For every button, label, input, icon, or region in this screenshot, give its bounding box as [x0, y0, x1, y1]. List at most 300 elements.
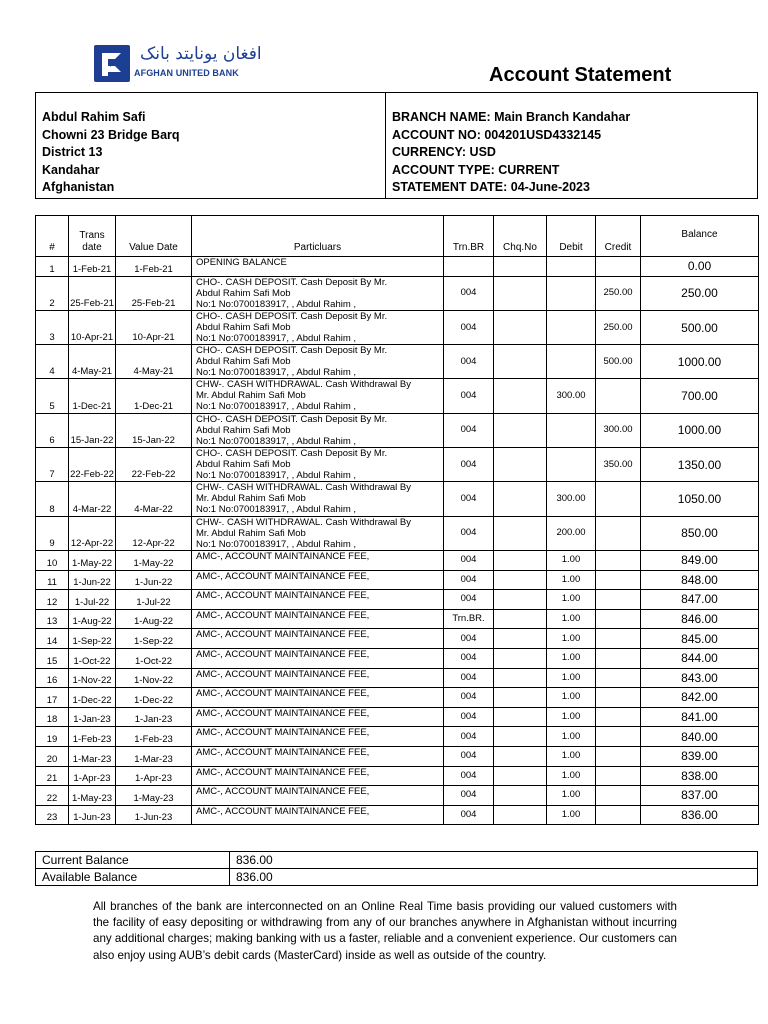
balance-amount: 0.00: [641, 257, 759, 277]
row-number: 17: [36, 688, 69, 708]
table-row: [36, 413, 759, 447]
credit-amount: 300.00: [596, 413, 641, 447]
table-row: [36, 727, 759, 747]
trn-branch: 004: [444, 786, 494, 806]
credit-amount: [596, 727, 641, 747]
trn-branch: 004: [444, 413, 494, 447]
col-header-chq-no: Chq.No: [494, 216, 547, 257]
available-balance-label: Available Balance: [36, 869, 230, 886]
credit-amount: [596, 746, 641, 766]
trn-branch: 004: [444, 668, 494, 688]
row-number: 5: [36, 379, 69, 413]
statement-date: STATEMENT DATE: 04-June-2023: [392, 180, 590, 195]
cheque-number: [494, 516, 547, 550]
particulars-line: CHO-. CASH DEPOSIT. Cash Deposit By Mr.: [196, 413, 388, 425]
credit-amount: [596, 629, 641, 649]
value-date: 1-Jun-23: [116, 805, 192, 825]
particulars: [192, 688, 444, 708]
credit-amount: 350.00: [596, 448, 641, 482]
value-date: 1-Feb-23: [116, 727, 192, 747]
balance-amount: 840.00: [641, 727, 759, 747]
value-date: 1-Jan-23: [116, 707, 192, 727]
value-date: 1-Jul-22: [116, 590, 192, 610]
row-number: 23: [36, 805, 69, 825]
trn-branch: 004: [444, 482, 494, 516]
col-header-balance: Balance: [641, 216, 759, 257]
trn-branch: 004: [444, 550, 494, 570]
trn-branch: 004: [444, 707, 494, 727]
particulars: [192, 648, 444, 668]
trn-branch: 004: [444, 805, 494, 825]
balance-amount: 847.00: [641, 590, 759, 610]
cheque-number: [494, 276, 547, 310]
particulars: [192, 276, 444, 310]
footer-note: All branches of the bank are interconnected on an Online Real Time basis providing our valued customers with the facility of easy depositing or withdrawing from any of our branches anywhere in Afghanistan without incurring any additional charges; making banking with us a faster, reliable and a convenient experience. Our customers can also enjoy using AUB’s debit cards (MasterCard) inside as well as outside of the country.: [93, 900, 677, 962]
trn-branch: 004: [444, 766, 494, 786]
table-row: [36, 482, 759, 516]
debit-amount: 1.00: [547, 629, 596, 649]
value-date: 1-May-22: [116, 550, 192, 570]
particulars-line: No:1 No:0700183917, , Abdul Rahim ,: [196, 470, 357, 482]
particulars-line: No:1 No:0700183917, , Abdul Rahim ,: [196, 298, 357, 310]
credit-amount: [596, 257, 641, 277]
row-number: 14: [36, 629, 69, 649]
particulars-line: AMC-, ACCOUNT MAINTAINANCE FEE,: [196, 570, 370, 582]
particulars-line: AMC-, ACCOUNT MAINTAINANCE FEE,: [196, 766, 370, 778]
trans-date: 1-Apr-23: [69, 766, 116, 786]
address-country: Afghanistan: [42, 180, 115, 195]
trn-branch: 004: [444, 310, 494, 344]
particulars-line: Abdul Rahim Safi Mob: [196, 287, 291, 299]
value-date: 1-Dec-21: [116, 379, 192, 413]
trans-date: 25-Feb-21: [69, 276, 116, 310]
debit-amount: [547, 276, 596, 310]
debit-amount: 300.00: [547, 482, 596, 516]
particulars: [192, 590, 444, 610]
row-number: 6: [36, 413, 69, 447]
balance-amount: 849.00: [641, 550, 759, 570]
particulars: [192, 786, 444, 806]
row-number: 12: [36, 590, 69, 610]
debit-amount: [547, 310, 596, 344]
particulars-line: AMC-, ACCOUNT MAINTAINANCE FEE,: [196, 707, 370, 719]
debit-amount: 1.00: [547, 590, 596, 610]
particulars-line: Abdul Rahim Safi Mob: [196, 459, 291, 471]
row-number: 10: [36, 550, 69, 570]
trans-date: 4-May-21: [69, 345, 116, 379]
debit-amount: 300.00: [547, 379, 596, 413]
value-date: 10-Apr-21: [116, 310, 192, 344]
cheque-number: [494, 707, 547, 727]
balance-amount: 846.00: [641, 609, 759, 629]
particulars-line: AMC-, ACCOUNT MAINTAINANCE FEE,: [196, 590, 370, 602]
current-balance-label: Current Balance: [36, 852, 230, 869]
trn-branch: 004: [444, 345, 494, 379]
value-date: 15-Jan-22: [116, 413, 192, 447]
particulars-line: Mr. Abdul Rahim Safi Mob: [196, 390, 306, 402]
particulars-line: Abdul Rahim Safi Mob: [196, 321, 291, 333]
balance-amount: 842.00: [641, 688, 759, 708]
cheque-number: [494, 746, 547, 766]
debit-amount: 1.00: [547, 550, 596, 570]
customer-name: Abdul Rahim Safi: [42, 110, 146, 124]
value-date: 1-Feb-21: [116, 257, 192, 277]
transactions-table: [35, 215, 759, 825]
address-city: Kandahar: [42, 162, 100, 177]
particulars-line: CHO-. CASH DEPOSIT. Cash Deposit By Mr.: [196, 276, 388, 288]
particulars: [192, 727, 444, 747]
trans-date: 22-Feb-22: [69, 448, 116, 482]
cheque-number: [494, 345, 547, 379]
row-number: 15: [36, 648, 69, 668]
debit-amount: 1.00: [547, 805, 596, 825]
particulars: [192, 746, 444, 766]
debit-amount: [547, 413, 596, 447]
particulars-line: AMC-, ACCOUNT MAINTAINANCE FEE,: [196, 786, 370, 798]
table-row: [36, 570, 759, 590]
particulars-line: AMC-, ACCOUNT MAINTAINANCE FEE,: [196, 668, 370, 680]
particulars: [192, 707, 444, 727]
account-number: ACCOUNT NO: 004201USD4332145: [392, 127, 602, 142]
trn-branch: [444, 257, 494, 277]
particulars: [192, 448, 444, 482]
credit-amount: [596, 786, 641, 806]
table-row: [36, 629, 759, 649]
balance-amount: 850.00: [641, 516, 759, 550]
trans-date: 1-Jan-23: [69, 707, 116, 727]
current-balance-value: 836.00: [230, 852, 758, 869]
particulars-line: CHO-. CASH DEPOSIT. Cash Deposit By Mr.: [196, 310, 388, 322]
trn-branch: 004: [444, 448, 494, 482]
trans-date: 1-Nov-22: [69, 668, 116, 688]
particulars-line: Abdul Rahim Safi Mob: [196, 356, 291, 368]
particulars: [192, 310, 444, 344]
value-date: 1-Dec-22: [116, 688, 192, 708]
table-row: [36, 668, 759, 688]
trans-date: 1-Oct-22: [69, 648, 116, 668]
table-row: [36, 786, 759, 806]
cheque-number: [494, 688, 547, 708]
trans-date: 1-Dec-22: [69, 688, 116, 708]
table-row: [36, 590, 759, 610]
col-header-trans-date: Trans date: [69, 216, 116, 257]
trans-date: 1-Mar-23: [69, 746, 116, 766]
credit-amount: [596, 516, 641, 550]
value-date: 1-Apr-23: [116, 766, 192, 786]
row-number: 7: [36, 448, 69, 482]
value-date: 1-Oct-22: [116, 648, 192, 668]
credit-amount: [596, 609, 641, 629]
credit-amount: [596, 550, 641, 570]
balance-amount: 843.00: [641, 668, 759, 688]
particulars-line: CHW-. CASH WITHDRAWAL. Cash Withdrawal By: [196, 482, 412, 494]
particulars-line: No:1 No:0700183917, , Abdul Rahim ,: [196, 367, 357, 379]
debit-amount: [547, 257, 596, 277]
credit-amount: [596, 648, 641, 668]
particulars-line: AMC-, ACCOUNT MAINTAINANCE FEE,: [196, 609, 370, 621]
balance-amount: 848.00: [641, 570, 759, 590]
cheque-number: [494, 448, 547, 482]
current-balance-row: [36, 852, 758, 869]
credit-amount: [596, 379, 641, 413]
value-date: 1-Sep-22: [116, 629, 192, 649]
table-row: [36, 516, 759, 550]
cheque-number: [494, 590, 547, 610]
particulars-line: CHO-. CASH DEPOSIT. Cash Deposit By Mr.: [196, 345, 388, 357]
trn-branch: 004: [444, 727, 494, 747]
value-date: 1-May-23: [116, 786, 192, 806]
credit-amount: [596, 668, 641, 688]
trans-date: 4-Mar-22: [69, 482, 116, 516]
row-number: 21: [36, 766, 69, 786]
trn-branch: 004: [444, 570, 494, 590]
cheque-number: [494, 668, 547, 688]
credit-amount: [596, 805, 641, 825]
particulars-line: No:1 No:0700183917, , Abdul Rahim ,: [196, 332, 357, 344]
row-number: 3: [36, 310, 69, 344]
debit-amount: [547, 448, 596, 482]
bank-arabic-name: افغان یونایتد بانک: [140, 44, 262, 64]
credit-amount: [596, 688, 641, 708]
col-header-num: #: [36, 216, 69, 257]
balance-amount: 1000.00: [641, 345, 759, 379]
particulars-line: Abdul Rahim Safi Mob: [196, 424, 291, 436]
trans-date: 1-Sep-22: [69, 629, 116, 649]
particulars-line: CHW-. CASH WITHDRAWAL. Cash Withdrawal By: [196, 516, 412, 528]
row-number: 4: [36, 345, 69, 379]
debit-amount: 1.00: [547, 668, 596, 688]
debit-amount: 200.00: [547, 516, 596, 550]
particulars: [192, 379, 444, 413]
cheque-number: [494, 482, 547, 516]
cheque-number: [494, 379, 547, 413]
table-row: [36, 310, 759, 344]
cheque-number: [494, 257, 547, 277]
row-number: 16: [36, 668, 69, 688]
account-details: [386, 93, 757, 198]
credit-amount: [596, 590, 641, 610]
row-number: 9: [36, 516, 69, 550]
trans-date: 1-Dec-21: [69, 379, 116, 413]
particulars-line: AMC-, ACCOUNT MAINTAINANCE FEE,: [196, 805, 370, 817]
particulars-line: AMC-, ACCOUNT MAINTAINANCE FEE,: [196, 629, 370, 641]
balance-summary: [35, 851, 758, 886]
balance-amount: 500.00: [641, 310, 759, 344]
debit-amount: 1.00: [547, 570, 596, 590]
balance-amount: 250.00: [641, 276, 759, 310]
balance-amount: 845.00: [641, 629, 759, 649]
trans-date: 1-Aug-22: [69, 609, 116, 629]
particulars-line: AMC-, ACCOUNT MAINTAINANCE FEE,: [196, 648, 370, 660]
cheque-number: [494, 550, 547, 570]
address-line: District 13: [42, 145, 103, 160]
particulars: [192, 413, 444, 447]
balance-amount: 837.00: [641, 786, 759, 806]
table-row: [36, 707, 759, 727]
col-header-trn-br: Trn.BR: [444, 216, 494, 257]
table-row: [36, 379, 759, 413]
value-date: 1-Jun-22: [116, 570, 192, 590]
particulars: [192, 805, 444, 825]
credit-amount: 500.00: [596, 345, 641, 379]
credit-amount: 250.00: [596, 310, 641, 344]
credit-amount: [596, 482, 641, 516]
value-date: 22-Feb-22: [116, 448, 192, 482]
particulars: [192, 257, 444, 277]
col-header-debit: Debit: [547, 216, 596, 257]
balance-amount: 841.00: [641, 707, 759, 727]
debit-amount: 1.00: [547, 727, 596, 747]
credit-amount: 250.00: [596, 276, 641, 310]
trn-branch: Trn.BR.: [444, 609, 494, 629]
address-line: Chowni 23 Bridge Barq: [42, 127, 180, 142]
particulars: [192, 766, 444, 786]
particulars: [192, 570, 444, 590]
balance-amount: 1000.00: [641, 413, 759, 447]
customer-address: [36, 93, 386, 198]
particulars-line: AMC-, ACCOUNT MAINTAINANCE FEE,: [196, 550, 370, 562]
particulars-line: OPENING BALANCE: [196, 257, 287, 268]
balance-amount: 700.00: [641, 379, 759, 413]
credit-amount: [596, 707, 641, 727]
trn-branch: 004: [444, 688, 494, 708]
table-row: [36, 448, 759, 482]
balance-amount: 1350.00: [641, 448, 759, 482]
trans-date: 10-Apr-21: [69, 310, 116, 344]
trans-date: 15-Jan-22: [69, 413, 116, 447]
trn-branch: 004: [444, 746, 494, 766]
currency: CURRENCY: USD: [392, 145, 496, 160]
table-row: [36, 276, 759, 310]
balance-amount: 844.00: [641, 648, 759, 668]
table-row: [36, 688, 759, 708]
particulars-line: Mr. Abdul Rahim Safi Mob: [196, 493, 306, 505]
debit-amount: 1.00: [547, 688, 596, 708]
particulars-line: CHO-. CASH DEPOSIT. Cash Deposit By Mr.: [196, 448, 388, 460]
debit-amount: [547, 345, 596, 379]
cheque-number: [494, 648, 547, 668]
value-date: 4-May-21: [116, 345, 192, 379]
value-date: 25-Feb-21: [116, 276, 192, 310]
page-title: Account Statement: [489, 64, 672, 86]
trans-date: 1-Jun-22: [69, 570, 116, 590]
particulars: [192, 482, 444, 516]
particulars-line: No:1 No:0700183917, , Abdul Rahim ,: [196, 435, 357, 447]
balance-amount: 1050.00: [641, 482, 759, 516]
trn-branch: 004: [444, 276, 494, 310]
particulars-line: AMC-, ACCOUNT MAINTAINANCE FEE,: [196, 688, 370, 700]
debit-amount: 1.00: [547, 707, 596, 727]
account-info-box: [35, 92, 758, 199]
branch-name: BRANCH NAME: Main Branch Kandahar: [392, 110, 631, 124]
credit-amount: [596, 766, 641, 786]
balance-amount: 839.00: [641, 746, 759, 766]
trans-date: 1-Feb-21: [69, 257, 116, 277]
particulars-line: No:1 No:0700183917, , Abdul Rahim ,: [196, 504, 357, 516]
particulars: [192, 629, 444, 649]
particulars: [192, 668, 444, 688]
particulars-line: Mr. Abdul Rahim Safi Mob: [196, 527, 306, 539]
row-number: 18: [36, 707, 69, 727]
trn-branch: 004: [444, 590, 494, 610]
col-header-particulars: Particluars: [192, 216, 444, 257]
cheque-number: [494, 766, 547, 786]
cheque-number: [494, 413, 547, 447]
credit-amount: [596, 570, 641, 590]
trans-date: 1-Jul-22: [69, 590, 116, 610]
cheque-number: [494, 805, 547, 825]
value-date: 4-Mar-22: [116, 482, 192, 516]
table-row: [36, 345, 759, 379]
balance-amount: 836.00: [641, 805, 759, 825]
row-number: 8: [36, 482, 69, 516]
table-row: [36, 766, 759, 786]
table-row: [36, 609, 759, 629]
row-number: 11: [36, 570, 69, 590]
row-number: 20: [36, 746, 69, 766]
table-header-row: [36, 216, 759, 257]
trans-date: 12-Apr-22: [69, 516, 116, 550]
row-number: 1: [36, 257, 69, 277]
debit-amount: 1.00: [547, 648, 596, 668]
debit-amount: 1.00: [547, 746, 596, 766]
value-date: 1-Mar-23: [116, 746, 192, 766]
trans-date: 1-Jun-23: [69, 805, 116, 825]
particulars-line: CHW-. CASH WITHDRAWAL. Cash Withdrawal By: [196, 379, 412, 391]
table-row: [36, 648, 759, 668]
table-row: [36, 550, 759, 570]
debit-amount: 1.00: [547, 766, 596, 786]
cheque-number: [494, 310, 547, 344]
trn-branch: 004: [444, 516, 494, 550]
cheque-number: [494, 629, 547, 649]
trn-branch: 004: [444, 379, 494, 413]
trn-branch: 004: [444, 629, 494, 649]
row-number: 19: [36, 727, 69, 747]
cheque-number: [494, 786, 547, 806]
row-number: 13: [36, 609, 69, 629]
trans-date: 1-May-23: [69, 786, 116, 806]
transactions-body: [36, 257, 759, 825]
particulars: [192, 516, 444, 550]
particulars: [192, 550, 444, 570]
particulars-line: No:1 No:0700183917, , Abdul Rahim ,: [196, 401, 357, 413]
particulars: [192, 609, 444, 629]
value-date: 1-Aug-22: [116, 609, 192, 629]
trans-date: 1-Feb-23: [69, 727, 116, 747]
debit-amount: 1.00: [547, 609, 596, 629]
value-date: 12-Apr-22: [116, 516, 192, 550]
value-date: 1-Nov-22: [116, 668, 192, 688]
particulars-line: No:1 No:0700183917, , Abdul Rahim ,: [196, 538, 357, 550]
cheque-number: [494, 727, 547, 747]
table-row: [36, 805, 759, 825]
table-row: [36, 746, 759, 766]
row-number: 2: [36, 276, 69, 310]
account-type: ACCOUNT TYPE: CURRENT: [392, 162, 560, 177]
particulars: [192, 345, 444, 379]
col-header-value-date: Value Date: [116, 216, 192, 257]
cheque-number: [494, 609, 547, 629]
particulars-line: AMC-, ACCOUNT MAINTAINANCE FEE,: [196, 746, 370, 758]
trans-date: 1-May-22: [69, 550, 116, 570]
available-balance-value: 836.00: [230, 869, 758, 886]
bank-name: AFGHAN UNITED BANK: [134, 68, 239, 78]
available-balance-row: [36, 869, 758, 886]
table-row: [36, 257, 759, 277]
trn-branch: 004: [444, 648, 494, 668]
row-number: 22: [36, 786, 69, 806]
